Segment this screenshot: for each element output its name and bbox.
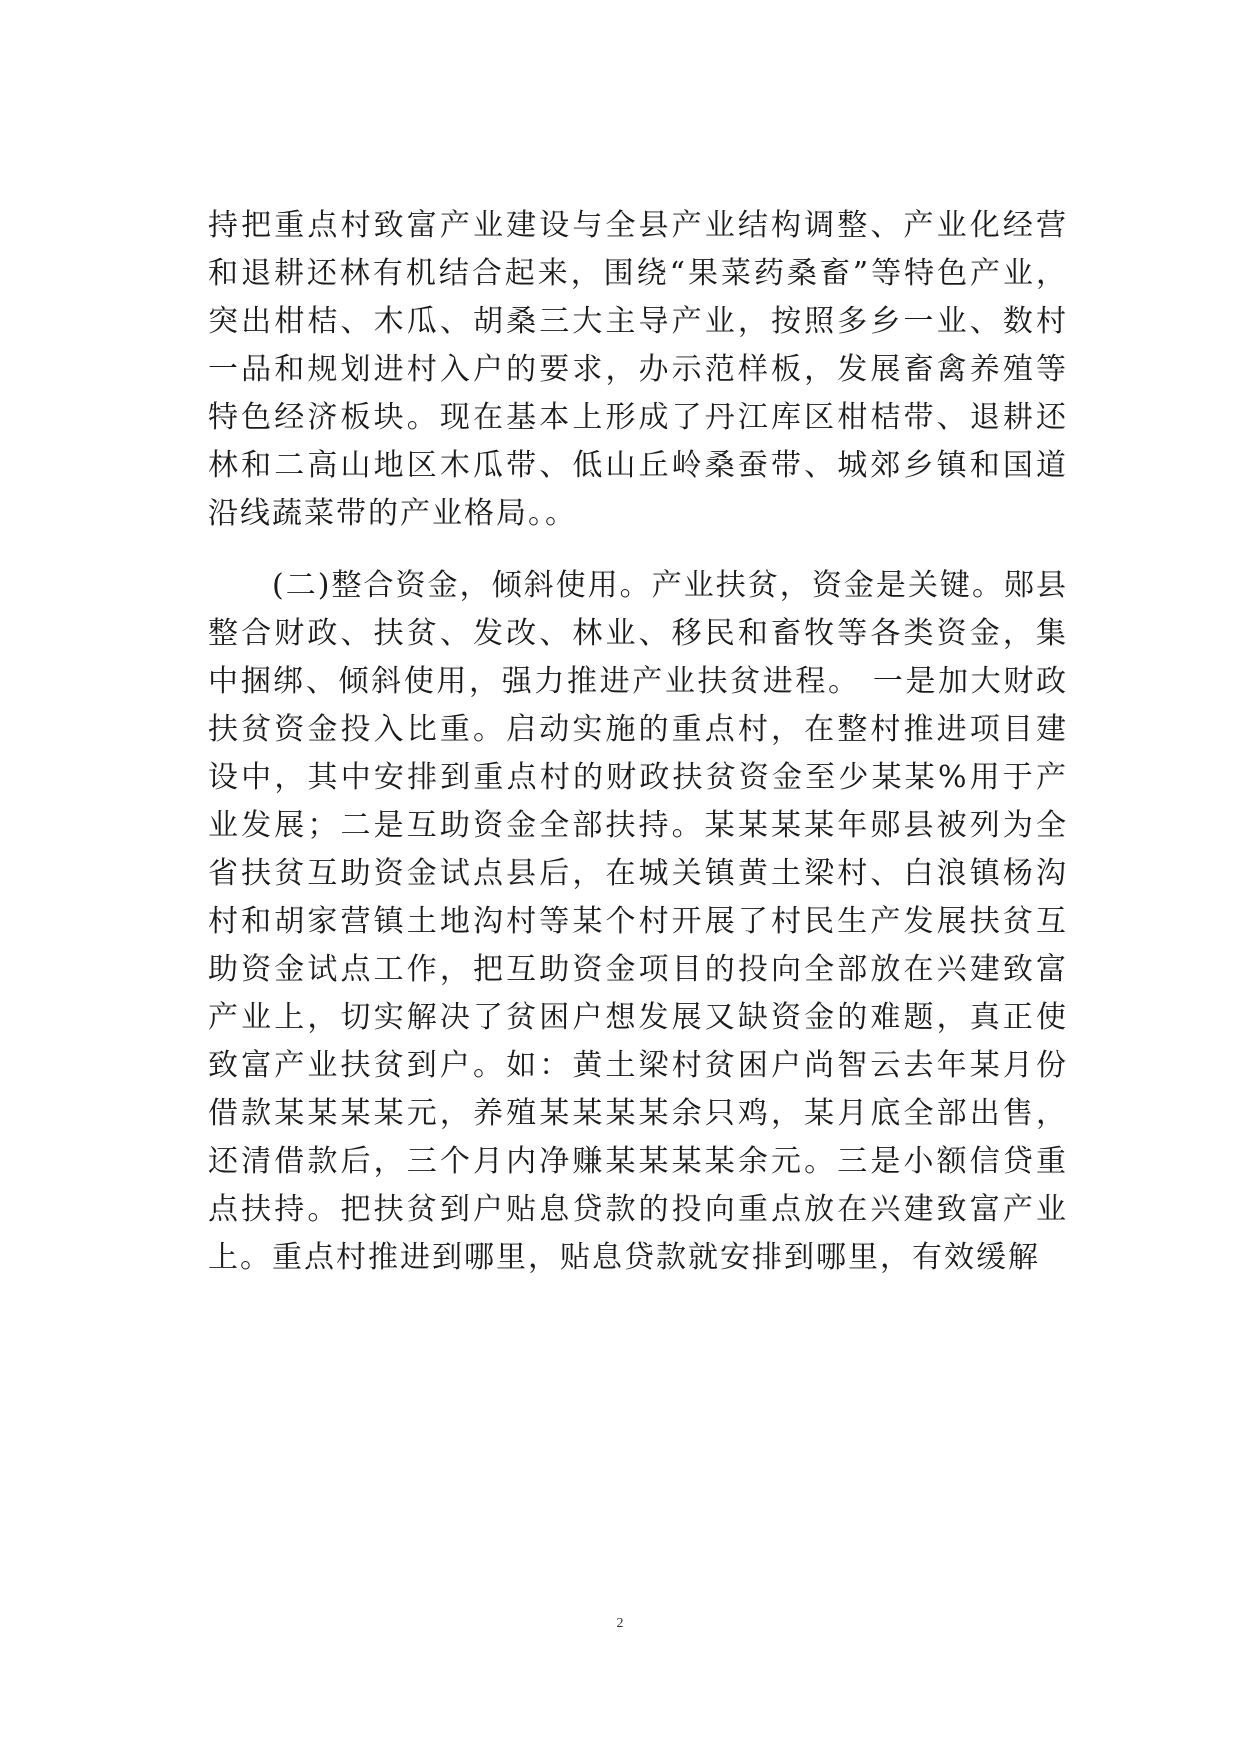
paragraph-text: (二)整合资金，倾斜使用。产业扶贫，资金是关键。郧县整合财政、扶贫、发改、林业、移民和畜牧等各类资金，集中捆绑、倾斜使用，强力推进产业扶贫进程。 一是加大财政扶贫资金投入比重。启动实施的重点村，在整村推进项目建设中，其中安排到重点村的财政扶贫资金至少某某%用于产业发展；二是互助资金全部扶持。某某某某年郧县被列为全省扶贫互助资金试点县后，在城关镇黄土梁村、白浪镇杨沟村和胡家营镇土地沟村等某个村开展了村民生产发展扶贫互助资金试点工作，把互助资金项目的投向全部放在兴建致富产业上，切实解决了贫困户想发展又缺资金的难题，真正使致富产业扶贫到户。如：黄土梁村贫困户尚智云去年某月份借款某某某某元，养殖某某某某余只鸡，某月底全部出售，还清借款后，三个月内净赚某某某某余元。三是小额信贷重点扶持。把扶贫到户贴息贷款的投向重点放在兴建致富产业上。重点村推进到哪里，贴息贷款就安排到哪里，有效缓解: [208, 568, 1068, 1275]
paragraph-section-2: [208, 562, 1068, 1282]
paragraph-continued: [208, 202, 1068, 538]
page-number: 2: [616, 1616, 624, 1631]
paragraph-text: 持把重点村致富产业建设与全县产业结构调整、产业化经营和退耕还林有机结合起来，围绕“果菜药桑畜”等特色产业，突出柑桔、木瓜、胡桑三大主导产业，按照多乡一业、数村一品和规划进村入户的要求，办示范样板，发展畜禽养殖等特色经济板块。现在基本上形成了丹江库区柑桔带、退耕还林和二高山地区木瓜带、低山丘岭桑蚕带、城郊乡镇和国道沿线蔬菜带的产业格局。。: [208, 208, 1068, 531]
